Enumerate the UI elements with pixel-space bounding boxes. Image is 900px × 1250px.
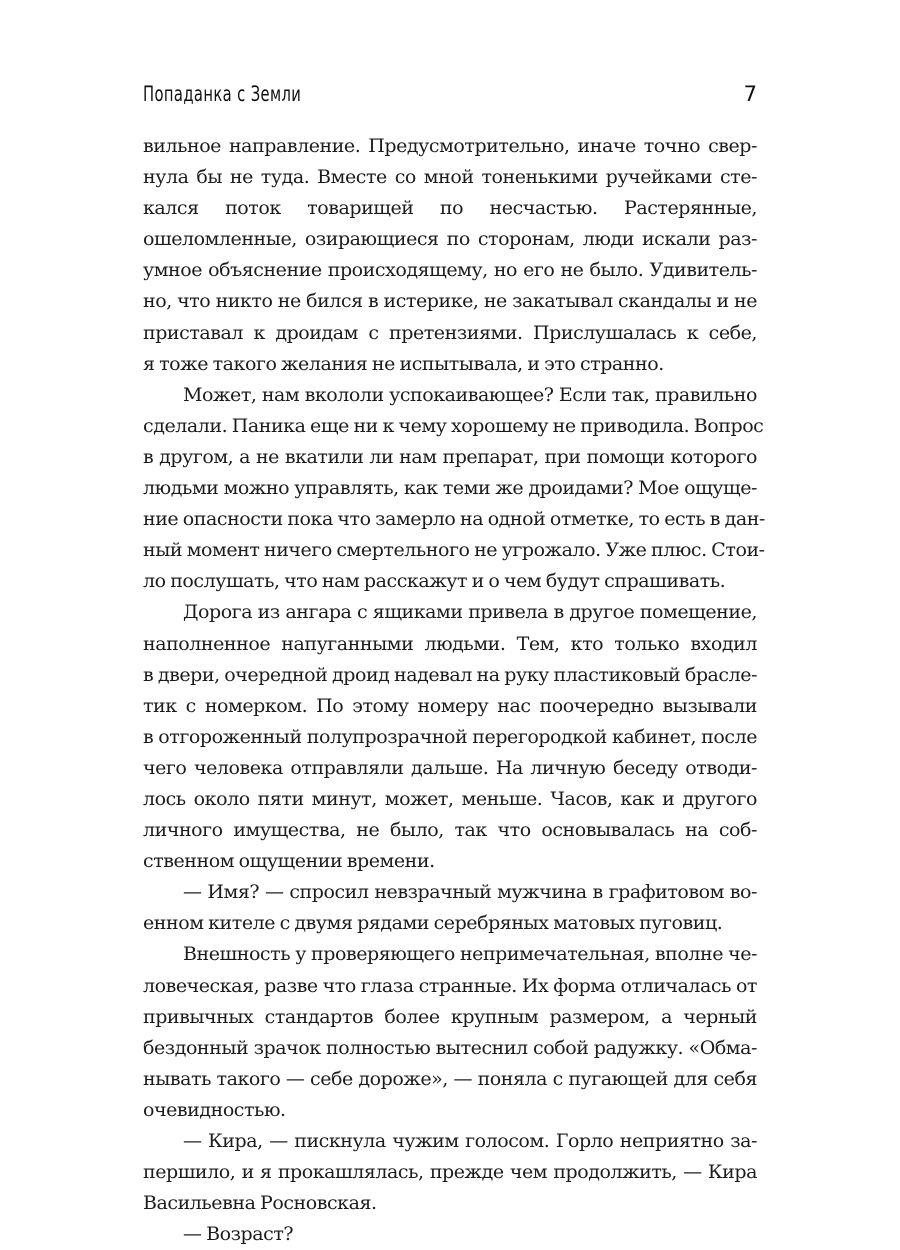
text-line: ный момент ничего смертельного не угрожало. Уже плюс. Стои- — [143, 539, 765, 562]
text-line: бездонный зрачок полностью вытеснил собой радужку. «Обма- — [143, 1036, 757, 1059]
paragraph-start-line: Внешность у проверяющего непримечательная, вполне че- — [183, 943, 757, 966]
text-line: умное объяснение происходящему, но его не было. Удивитель- — [143, 259, 757, 282]
text-line: ло послушать, что нам расскажут и о чем будут спрашивать. — [143, 570, 726, 593]
text-line: приставал к дроидам с претензиями. Прислушалась к себе, — [143, 321, 757, 344]
text-line: Васильевна Росновская. — [143, 1192, 377, 1215]
text-line: першило, и я прокашлялась, прежде чем продолжить, — Кира — [143, 1161, 757, 1184]
text-line: сделали. Паника еще ни к чему хорошему не приводила. Вопрос — [143, 414, 764, 437]
text-line: ственном ощущении времени. — [143, 850, 435, 873]
text-line: наполненное напуганными людьми. Тем, кто только входил — [143, 632, 757, 655]
text-line: но, что никто не бился в истерике, не закатывал скандалы и не — [143, 290, 757, 313]
page-number: 7 — [743, 82, 757, 106]
paragraph-start-line: — Кира, — пискнула чужим голосом. Горло неприятно за- — [183, 1130, 757, 1152]
text-line: в другом, а не вкатили ли нам препарат, при помощи которого — [143, 445, 757, 468]
text-line: ние опасности пока что замерло на одной отметке, то есть в дан- — [143, 508, 765, 531]
text-line: в отгороженный полупрозрачной перегородкой кабинет, после — [143, 725, 757, 748]
text-line: кался поток товарищей по несчастью. Растерянные, — [143, 197, 757, 220]
body-text — [143, 131, 765, 1250]
text-line: нывать такого — себе дороже», — поняла с пугающей для себя — [143, 1067, 757, 1090]
book-title: Попаданка с Земли — [143, 82, 302, 106]
paragraph-start-line: — Имя? — спросил невзрачный мужчина в графитовом во- — [183, 881, 757, 904]
paragraph-start-line: Дорога из ангара с ящиками привела в другое помещение, — [183, 601, 757, 624]
text-line: я тоже такого желания не испытывала, и это странно. — [143, 352, 664, 375]
text-line: личного имущества, не было, так что основывалась на соб- — [143, 819, 757, 842]
text-line: привычных стандартов более крупным размером, а черный — [143, 1005, 757, 1028]
running-header — [143, 82, 760, 116]
text-line: чего человека отправляли дальше. На личную беседу отводи- — [143, 756, 757, 779]
text-line: вильное направление. Предусмотрительно, иначе точно свер- — [143, 135, 757, 157]
text-line: ловеческая, разве что глаза странные. Их форма отличалась от — [143, 974, 757, 997]
text-line: енном кителе с двумя рядами серебряных матовых пуговиц. — [143, 912, 723, 935]
text-line: в двери, очередной дроид надевал на руку пластиковый брасле- — [143, 663, 757, 686]
paragraph-start-line: Может, нам вкололи успокаивающее? Если так, правильно — [183, 383, 757, 406]
text-line: людьми можно управлять, как теми же дроидами? Мое ощуще- — [143, 477, 757, 500]
text-line: очевидностью. — [143, 1098, 286, 1121]
paragraph-start-line: — Возраст? — [183, 1223, 294, 1246]
text-line: тик с номерком. По этому номеру нас поочередно вызывали — [143, 694, 757, 717]
text-line: лось около пяти минут, может, меньше. Часов, как и другого — [143, 787, 757, 810]
text-line: нула бы не туда. Вместе со мной тоненькими ручейками сте- — [143, 166, 757, 189]
text-line: ошеломленные, озирающиеся по сторонам, люди искали раз- — [143, 228, 757, 251]
